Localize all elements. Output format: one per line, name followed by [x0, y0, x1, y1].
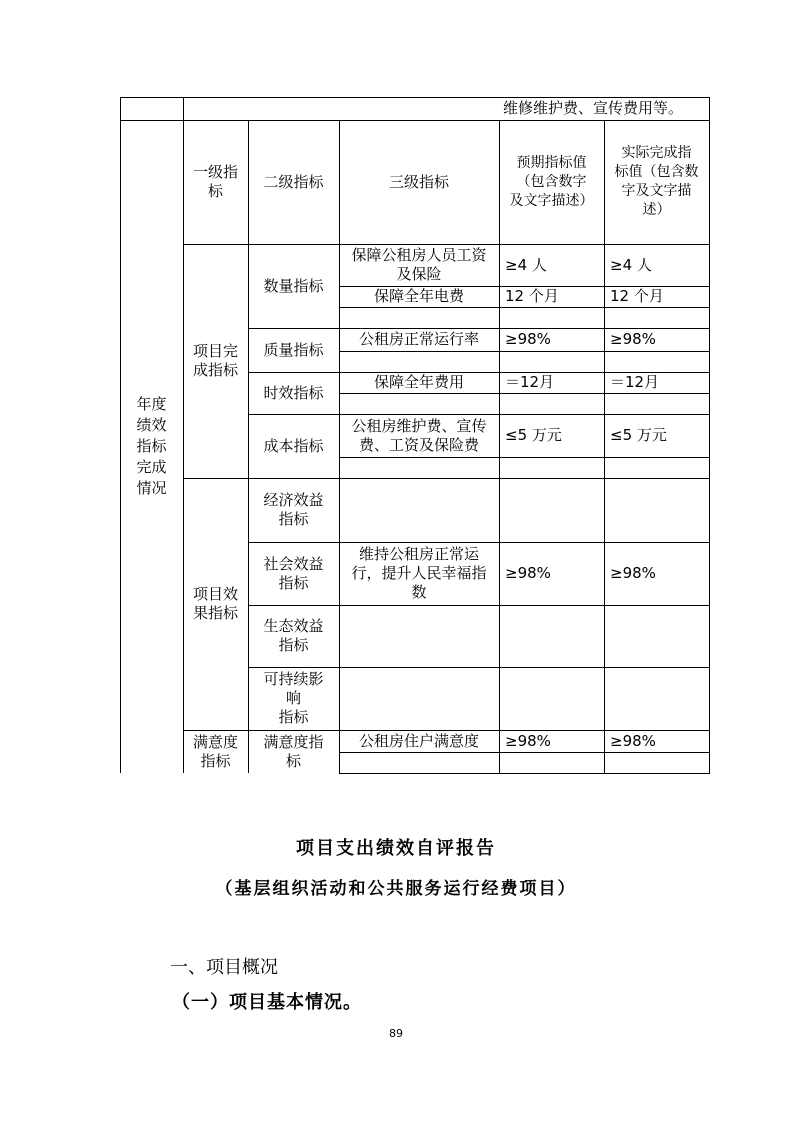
level2-cost: 成本指标 [263, 436, 324, 455]
table-grid-line [339, 773, 710, 774]
level2-satisfaction: 满意度指 标 [263, 732, 324, 770]
report-title: 项目支出绩效自评报告 [296, 838, 496, 859]
header-level2: 二级指标 [263, 172, 324, 191]
level2-economic: 经济效益 指标 [263, 491, 324, 528]
section-heading-1: 一、项目概况 [170, 957, 278, 978]
table-grid-line [339, 351, 710, 352]
level2-quality: 质量指标 [263, 340, 324, 359]
row4-actual: ＝12月 [610, 373, 660, 391]
row6-expected: ≥98% [505, 564, 551, 582]
header-level3: 三级指标 [388, 172, 449, 191]
row3-expected: ≥98% [505, 330, 551, 348]
row1-indicator: 保障公租房人员工资 及保险 [351, 246, 487, 283]
row5-expected: ≤5 万元 [505, 426, 562, 444]
row3-actual: ≥98% [610, 330, 656, 348]
table-grid-line [339, 457, 710, 458]
row7-indicator: 公租房住户满意度 [358, 731, 479, 750]
row5-actual: ≤5 万元 [610, 426, 667, 444]
table-grid-line [339, 307, 710, 308]
header-expected: 预期指标值 （包含数字 及文字描述） [509, 154, 594, 209]
top-row-text: 维修维护费、宣传费用等。 [503, 99, 684, 117]
header-actual: 实际完成指 标值（包含数 字及文字描 述） [614, 145, 699, 218]
section-heading-2: （一）项目基本情况。 [172, 992, 362, 1013]
row3-indicator: 公租房正常运行率 [358, 330, 479, 348]
section-label: 年度 绩效 指标 完成 情况 [136, 395, 167, 497]
table-border-right [709, 97, 710, 773]
level2-quantity: 数量指标 [263, 276, 324, 295]
row1-actual: ≥4 人 [610, 255, 652, 274]
level1-satisfaction: 满意度 指标 [192, 732, 238, 770]
row1-expected: ≥4 人 [505, 255, 547, 274]
row7-actual: ≥98% [610, 731, 656, 750]
row4-indicator: 保障全年费用 [373, 373, 464, 391]
page-number: 89 [389, 1027, 403, 1040]
table-grid-line [339, 752, 710, 753]
level1-output: 项目完 成指标 [192, 342, 238, 379]
level2-social: 社会效益 指标 [263, 554, 324, 592]
table-grid-line [339, 393, 710, 394]
row5-indicator: 公租房维护费、宣传 费、工资及保险费 [351, 416, 487, 454]
level2-ecological: 生态效益 指标 [263, 617, 324, 654]
report-subtitle: （基层组织活动和公共服务运行经费项目） [215, 879, 577, 899]
row6-indicator: 维持公租房正常运 行，提升人民幸福指 数 [351, 545, 487, 601]
header-level1: 一级指 标 [192, 163, 238, 200]
level2-sustainable: 可持续影 响 指标 [263, 670, 324, 726]
row4-expected: ＝12月 [505, 373, 555, 391]
row2-actual: 12 个月 [610, 287, 664, 305]
row7-expected: ≥98% [505, 731, 551, 750]
row2-indicator: 保障全年电费 [373, 287, 464, 305]
row2-expected: 12 个月 [505, 287, 559, 305]
level2-timeliness: 时效指标 [263, 383, 324, 402]
level1-effect: 项目效 果指标 [192, 585, 238, 622]
row6-actual: ≥98% [610, 564, 656, 582]
